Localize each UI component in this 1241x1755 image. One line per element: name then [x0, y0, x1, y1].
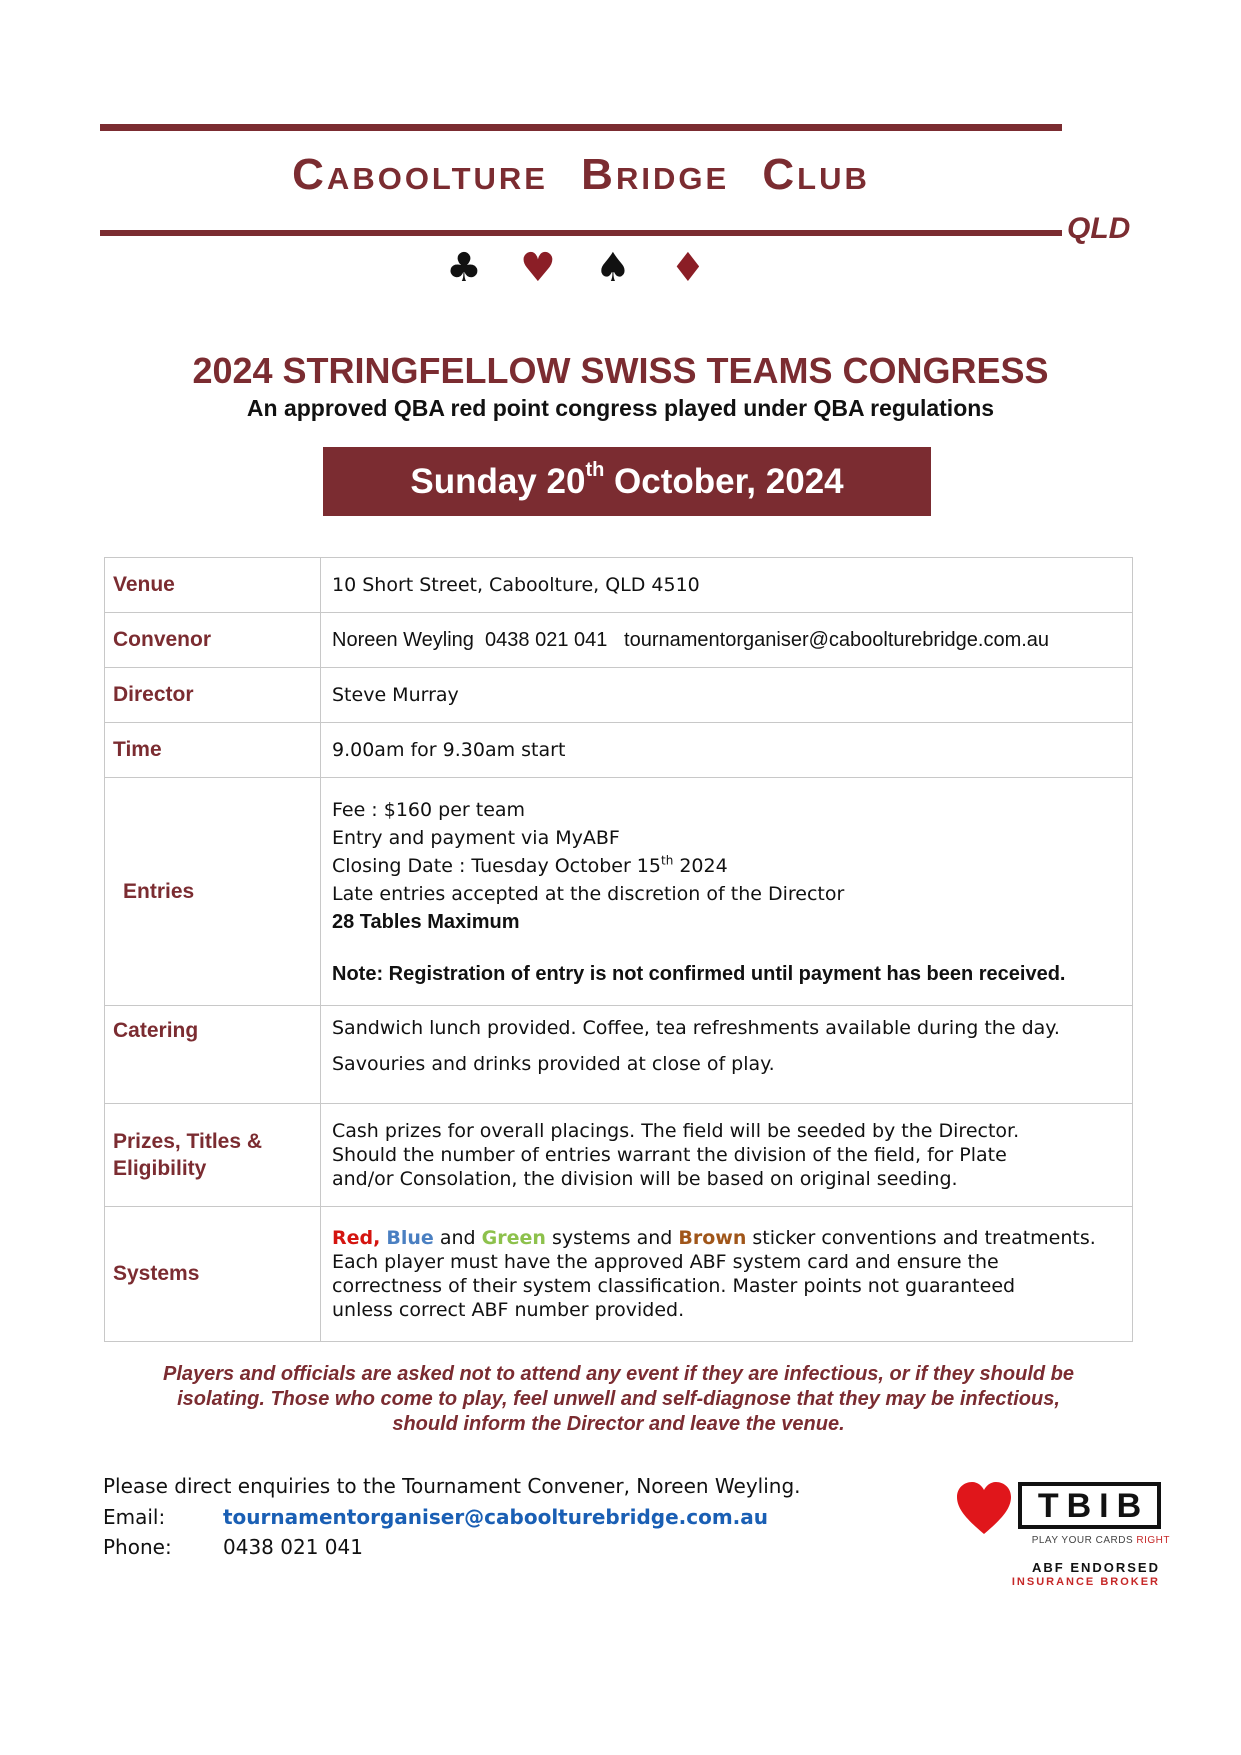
table-row	[105, 723, 1133, 778]
entries-fee: Fee : $160 per team	[332, 798, 526, 821]
contact-email-row	[103, 1505, 768, 1529]
systems-line: Each player must have the approved ABF system card and ensure the	[332, 1251, 999, 1273]
prizes-line: and/or Consolation, the division will be based on original seeding.	[332, 1168, 958, 1190]
tagline-prefix: PLAY YOUR CARDS	[1031, 1535, 1137, 1546]
club-region: QLD	[1067, 212, 1131, 245]
systems-line: correctness of their system classification. Master points not guaranteed	[332, 1275, 1016, 1297]
tagline-highlight: RIGHT	[1136, 1535, 1170, 1546]
closing-date-ordinal: th	[660, 853, 674, 868]
sponsor-broker: INSURANCE BROKER	[1011, 1576, 1160, 1588]
systems-text: systems and	[545, 1227, 679, 1249]
club-name: Caboolture Bridge Club	[292, 150, 870, 199]
phone-label: Phone:	[103, 1535, 172, 1559]
prizes-value	[321, 1104, 1133, 1207]
catering-label: Catering	[105, 1006, 321, 1104]
catering-line: Savouries and drinks provided at close of play.	[332, 1053, 775, 1075]
table-row	[105, 1104, 1133, 1207]
convenor-label: Convenor	[105, 613, 321, 668]
prizes-label: Prizes, Titles & Eligibility	[105, 1104, 321, 1207]
entries-payment: Entry and payment via MyABF	[332, 826, 620, 849]
entries-late: Late entries accepted at the discretion of the Director	[332, 882, 845, 905]
entries-note: Note: Registration of entry is not confirmed until payment has been received.	[332, 962, 1066, 985]
time-label: Time	[105, 723, 321, 778]
systems-label: Systems	[105, 1207, 321, 1342]
logo-bottom-rule	[100, 230, 1062, 236]
table-row	[105, 1207, 1133, 1342]
catering-line: Sandwich lunch provided. Coffee, tea refreshments available during the day.	[332, 1017, 1060, 1039]
contact-intro: Please direct enquiries to the Tournament Convener, Noreen Weyling.	[103, 1474, 801, 1498]
convenor-value: Noreen Weyling 0438 021 041 tournamentorganiser@caboolturebridge.com.au	[321, 613, 1133, 668]
spade-suit-icon: ♠	[595, 245, 631, 291]
health-notice	[104, 1362, 1133, 1437]
table-row	[105, 613, 1133, 668]
event-title: 2024 STRINGFELLOW SWISS TEAMS CONGRESS	[192, 350, 1049, 391]
date-suffix: October, 2024	[604, 462, 844, 501]
entries-max: 28 Tables Maximum	[332, 910, 520, 933]
director-value: Steve Murray	[321, 668, 1133, 723]
system-blue-label: Blue	[386, 1227, 434, 1249]
club-suit-icon: ♣	[446, 245, 482, 291]
catering-value	[321, 1006, 1133, 1104]
date-ordinal: th	[585, 459, 605, 482]
sponsor-tagline	[1010, 1535, 1170, 1546]
notice-line: Players and officials are asked not to attend any event if they are infectious, or if they should be	[163, 1363, 1074, 1385]
venue-label: Venue	[105, 558, 321, 613]
sponsor-endorsed: ABF ENDORSED	[1031, 1560, 1160, 1575]
systems-value	[321, 1207, 1133, 1342]
system-brown-label: Brown	[678, 1227, 747, 1249]
systems-text: and	[433, 1227, 482, 1249]
time-value: 9.00am for 9.30am start	[321, 723, 1133, 778]
closing-date-prefix: Closing Date : Tuesday October 15	[332, 854, 661, 877]
heart-suit-icon: ♥	[520, 245, 556, 291]
venue-value: 10 Short Street, Caboolture, QLD 4510	[321, 558, 1133, 613]
notice-line: should inform the Director and leave the venue.	[392, 1413, 845, 1435]
logo-top-rule	[100, 124, 1062, 131]
event-subtitle: An approved QBA red point congress played under QBA regulations	[246, 395, 995, 421]
entries-closing-date	[332, 852, 1122, 880]
director-label: Director	[105, 668, 321, 723]
sponsor-logo: TBIB	[1018, 1482, 1161, 1529]
diamond-suit-icon: ♦	[670, 245, 706, 291]
systems-text: sticker conventions and treatments.	[746, 1227, 1096, 1249]
table-row	[105, 778, 1133, 1006]
entries-value	[321, 778, 1133, 1006]
systems-line	[332, 1226, 1122, 1250]
date-prefix: Sunday 20	[410, 462, 586, 501]
heart-icon	[955, 1480, 1013, 1538]
closing-date-suffix: 2024	[673, 854, 728, 877]
phone-value: 0438 021 041	[223, 1535, 363, 1559]
event-details-table	[104, 557, 1133, 1342]
system-red-label: Red,	[332, 1227, 381, 1249]
email-link[interactable]: tournamentorganiser@caboolturebridge.com.au	[223, 1505, 769, 1529]
contact-phone-row	[103, 1535, 363, 1559]
suit-icons	[0, 246, 1241, 290]
table-row	[105, 1006, 1133, 1104]
systems-line: unless correct ABF number provided.	[332, 1299, 685, 1321]
entries-label: Entries	[105, 778, 321, 1006]
notice-line: isolating. Those who come to play, feel unwell and self-diagnose that they may be infectious,	[177, 1388, 1060, 1410]
prizes-line: Should the number of entries warrant the division of the field, for Plate	[332, 1144, 1007, 1166]
prizes-line: Cash prizes for overall placings. The field will be seeded by the Director.	[332, 1120, 1020, 1142]
system-green-label: Green	[481, 1227, 546, 1249]
event-date-banner	[323, 447, 931, 516]
table-row	[105, 668, 1133, 723]
email-label: Email:	[103, 1505, 166, 1529]
table-row	[105, 558, 1133, 613]
